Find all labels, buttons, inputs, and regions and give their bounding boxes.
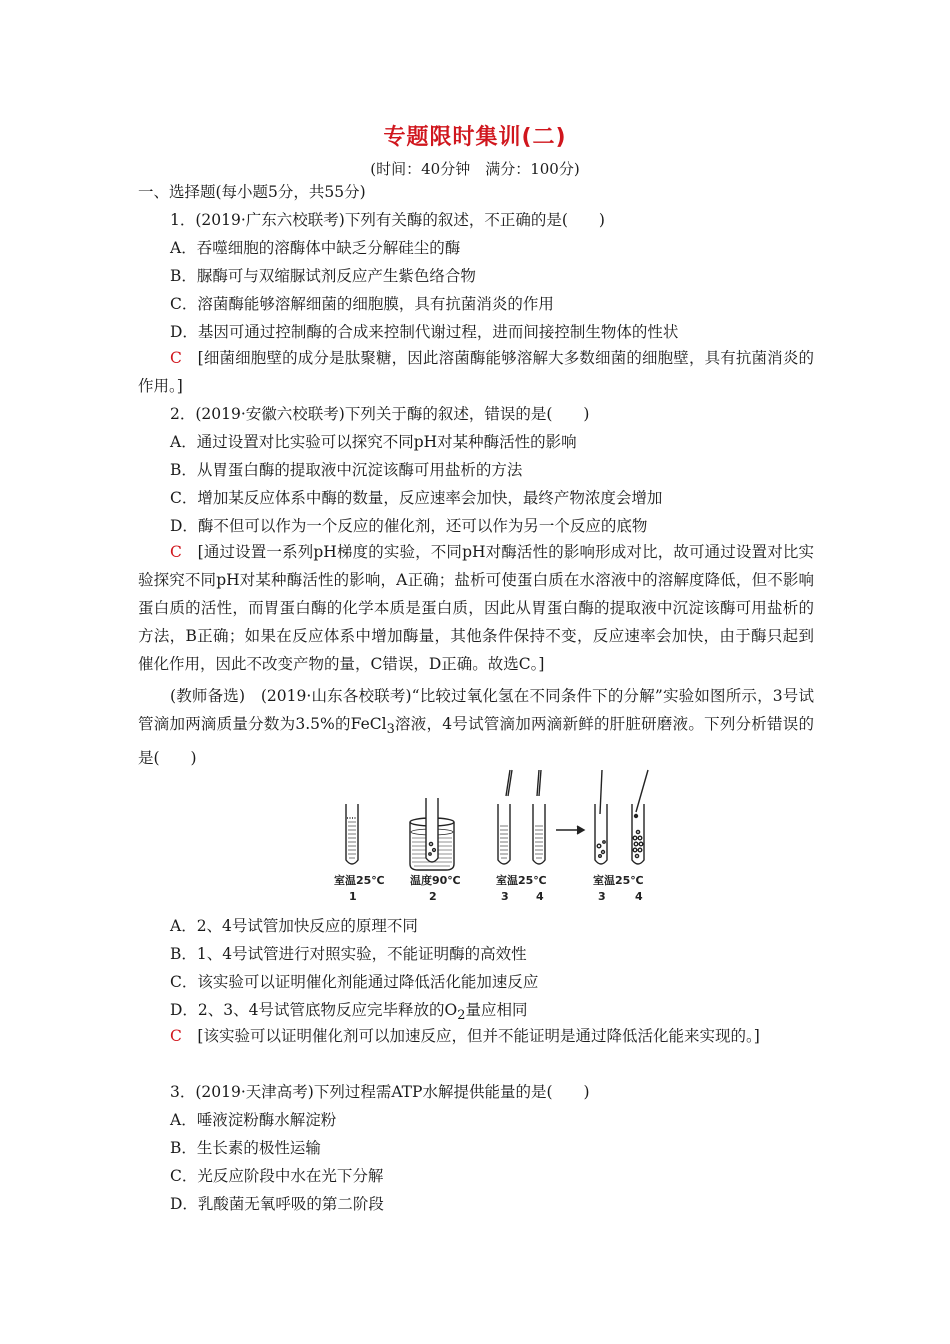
q1-answer-explanation: [细菌细胞壁的成分是肽聚糖，因此溶菌酶能够溶解大多数细菌的细胞壁，具有抗菌消炎的作用。]	[138, 349, 814, 395]
q1-answer	[138, 344, 814, 400]
qt-option-c: C．该实验可以证明催化剂能通过降低活化能加速反应	[170, 973, 539, 991]
qt-answer	[138, 1022, 814, 1050]
q3-option-d: D．乳酸菌无氧呼吸的第二阶段	[170, 1195, 384, 1213]
q3-option-c: C．光反应阶段中水在光下分解	[170, 1167, 384, 1185]
label-tube-1: 室温25℃	[334, 874, 385, 887]
tube-number-2: 2	[429, 890, 437, 903]
q2-stem: 2．(2019·安徽六校联考)下列关于酶的叙述，错误的是( )	[170, 405, 590, 423]
q2-option-b: B．从胃蛋白酶的提取液中沉淀该酶可用盐析的方法	[170, 461, 523, 479]
q1-stem: 1．(2019·广东六校联考)下列有关酶的叙述，不正确的是( )	[170, 211, 605, 229]
q2-answer-explanation: [通过设置一系列pH梯度的实验，不同pH对酶活性的影响形成对比，故可通过设置对比实验探究不同pH对某种酶活性的影响，A正确；盐析可使蛋白质在水溶液中的溶解度降低，但不影响蛋白质的活性，而胃蛋白酶的化学本质是蛋白质，因此从胃蛋白酶的提取液中沉淀该酶可用盐析的方法，B正确；如果在反应体系中增加酶量，其他条件保持不变，反应速率会加快，由于酶只起到催化作用，因此不改变产物的量，C错误，D正确。故选C。]	[138, 543, 814, 673]
qt-option-d: D．2、3、4号试管底物反应完毕释放的$O_2$量应相同	[170, 1001, 528, 1024]
tube-number-3-after: 3	[598, 890, 606, 903]
q2-option-c: C．增加某反应体系中酶的数量，反应速率会加快，最终产物浓度会增加	[170, 489, 663, 507]
q3-option-a: A．唾液淀粉酶水解淀粉	[170, 1111, 337, 1129]
tube-number-3: 3	[501, 890, 509, 903]
q2-answer	[138, 538, 814, 678]
q3-stem: 3．(2019·天津高考)下列过程需ATP水解提供能量的是( )	[170, 1083, 590, 1101]
q1-option-d: D．基因可通过控制酶的合成来控制代谢过程，进而间接控制生物体的性状	[170, 323, 679, 341]
page-subtitle: (时间：40分钟 满分：100分)	[370, 160, 580, 178]
tube-number-4: 4	[536, 890, 544, 903]
q2-option-a: A．通过设置对比实验可以探究不同pH对某种酶活性的影响	[170, 433, 577, 451]
qt-answer-explanation: [该实验可以证明催化剂可以加速反应，但并不能证明是通过降低活化能来实现的。]	[197, 1027, 760, 1045]
qt-stem: (教师备选) (2019·山东各校联考)“比较过氧化氢在不同条件下的分解”实验如图所示，3号试管滴加两滴质量分数为3.5%的FeCl$_3$溶液，4号试管滴加两滴新鲜的肝脏研磨液。下列分析错误的是( )	[138, 687, 814, 768]
q2-answer-letter: C	[170, 543, 182, 561]
label-tubes-3-4-after: 室温25℃	[593, 874, 644, 887]
q3-option-b: B．生长素的极性运输	[170, 1139, 321, 1157]
tube-number-4-after: 4	[635, 890, 643, 903]
label-tube-2: 温度90℃	[410, 874, 461, 887]
q1-option-a: A．吞噬细胞的溶酶体中缺乏分解硅尘的酶	[170, 239, 461, 257]
qt-option-b: B．1、4号试管进行对照实验，不能证明酶的高效性	[170, 945, 527, 963]
qt-answer-letter: C	[170, 1027, 182, 1045]
q1-answer-letter: C	[170, 349, 182, 367]
page-title: 专题限时集训(二)	[383, 125, 567, 150]
section-heading: 一、选择题(每小题5分，共55分)	[138, 183, 366, 201]
q2-option-d: D．酶不但可以作为一个反应的催化剂，还可以作为另一个反应的底物	[170, 517, 648, 535]
label-tubes-3-4: 室温25℃	[496, 874, 547, 887]
qt-option-a: A．2、4号试管加快反应的原理不同	[170, 917, 418, 935]
experiment-figure	[330, 766, 660, 906]
q1-option-c: C．溶菌酶能够溶解细菌的细胞膜，具有抗菌消炎的作用	[170, 295, 554, 313]
tube-number-1: 1	[349, 890, 357, 903]
q1-option-b: B．脲酶可与双缩脲试剂反应产生紫色络合物	[170, 267, 476, 285]
